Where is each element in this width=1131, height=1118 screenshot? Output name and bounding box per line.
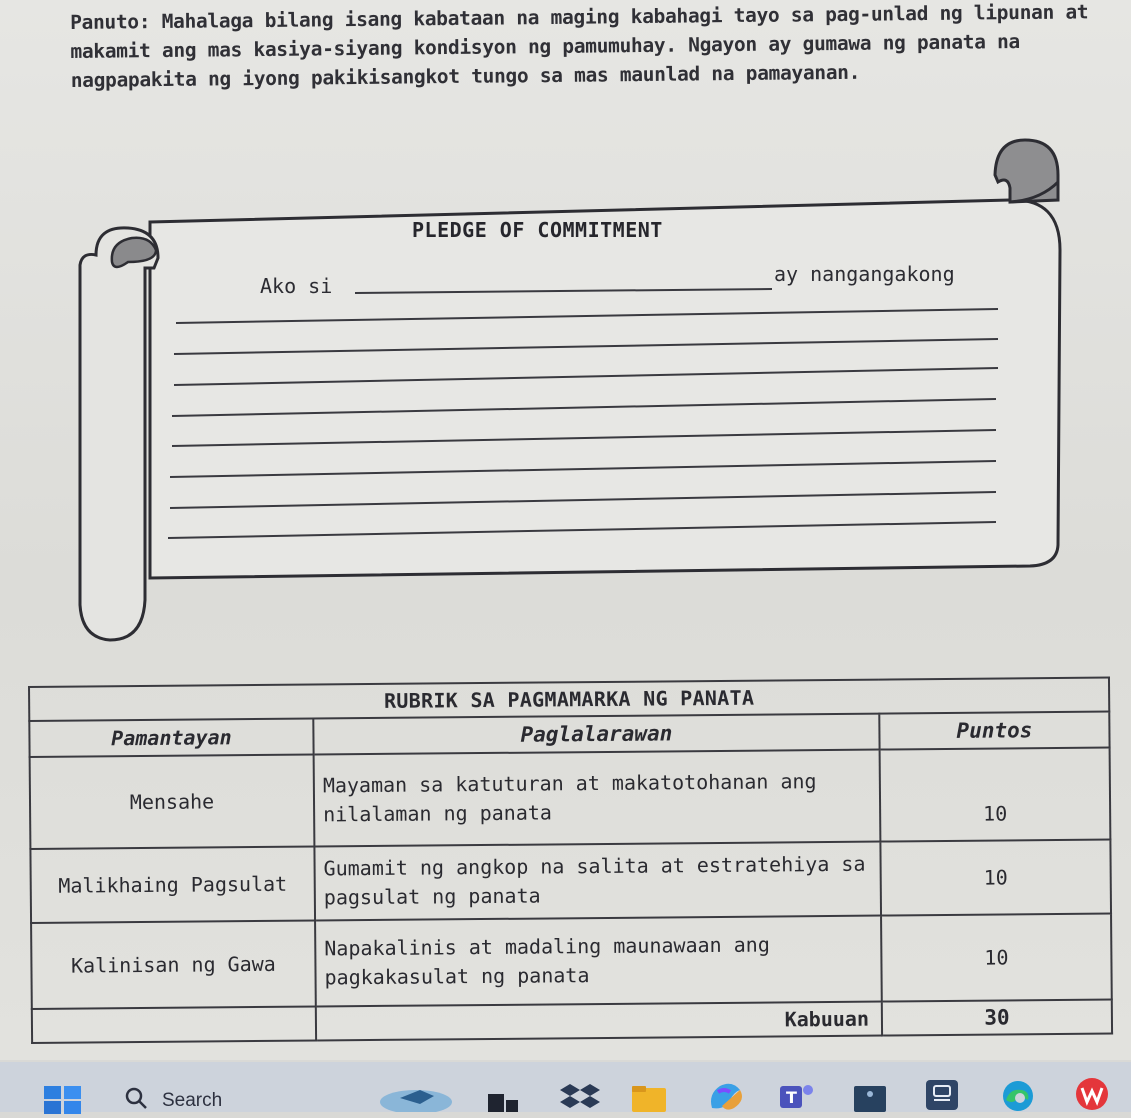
header-criteria: Pamantayan <box>29 719 313 757</box>
row-criteria: Mensahe <box>30 755 315 849</box>
rubric-title: RUBRIK SA PAGMAMARKA NG PANATA <box>29 678 1109 721</box>
dropbox-icon[interactable] <box>560 1080 600 1114</box>
table-row <box>30 748 1111 849</box>
table-row <box>31 914 1112 1009</box>
search-placeholder[interactable]: Search <box>162 1090 223 1111</box>
copilot-icon[interactable] <box>704 1078 748 1116</box>
table-row <box>30 840 1111 923</box>
total-value: 30 <box>882 1000 1112 1036</box>
edge-icon[interactable] <box>998 1078 1038 1116</box>
teams-icon[interactable] <box>776 1080 816 1116</box>
windows-start-icon[interactable] <box>44 1080 82 1118</box>
total-empty-cell <box>32 1007 316 1043</box>
pledge-promise-label: ay nangangakong <box>774 262 955 286</box>
pledge-title: PLEDGE OF COMMITMENT <box>412 218 663 242</box>
wps-office-icon[interactable] <box>1072 1076 1112 1116</box>
row-points: 10 <box>880 840 1111 916</box>
row-criteria: Malikhaing Pagsulat <box>30 847 315 923</box>
row-points: 10 <box>880 748 1111 842</box>
search-box[interactable] <box>100 1076 380 1112</box>
widgets-icon[interactable] <box>376 1082 456 1116</box>
rubric-table <box>28 677 1113 1056</box>
instructions-text: Panuto: Mahalaga bilang isang kabataan na maging kabahagi tayo sa pag-unlad ng lipunan at makamit ang mas kasiya-siyang kondisyon ng pamumuhay. Ngayon ay gumawa ng panata na nagpapakita ng iyong pakikisangkot tungo sa mas maunlad na pamayanan. <box>70 0 1089 92</box>
total-label: Kabuuan <box>316 1002 882 1041</box>
store-icon[interactable] <box>924 1076 960 1116</box>
pledge-name-label: Ako si <box>260 274 333 298</box>
photos-icon[interactable] <box>852 1084 888 1116</box>
row-description: Napakalinis at madaling maunawaan ang pagkakasulat ng panata <box>315 916 882 1007</box>
svg-text:T: T <box>786 1088 797 1107</box>
row-description: Mayaman sa katuturan at makatotohanan ang nilalaman ng panata <box>314 750 881 847</box>
file-explorer-icon[interactable] <box>630 1082 670 1116</box>
search-icon <box>122 1084 152 1114</box>
row-criteria: Kalinisan ng Gawa <box>31 921 316 1009</box>
header-points: Puntos <box>879 712 1109 750</box>
row-points: 10 <box>881 914 1112 1002</box>
row-description: Gumamit ng angkop na salita at estratehiya sa pagsulat ng panata <box>314 842 881 921</box>
header-description: Paglalarawan <box>313 714 879 755</box>
